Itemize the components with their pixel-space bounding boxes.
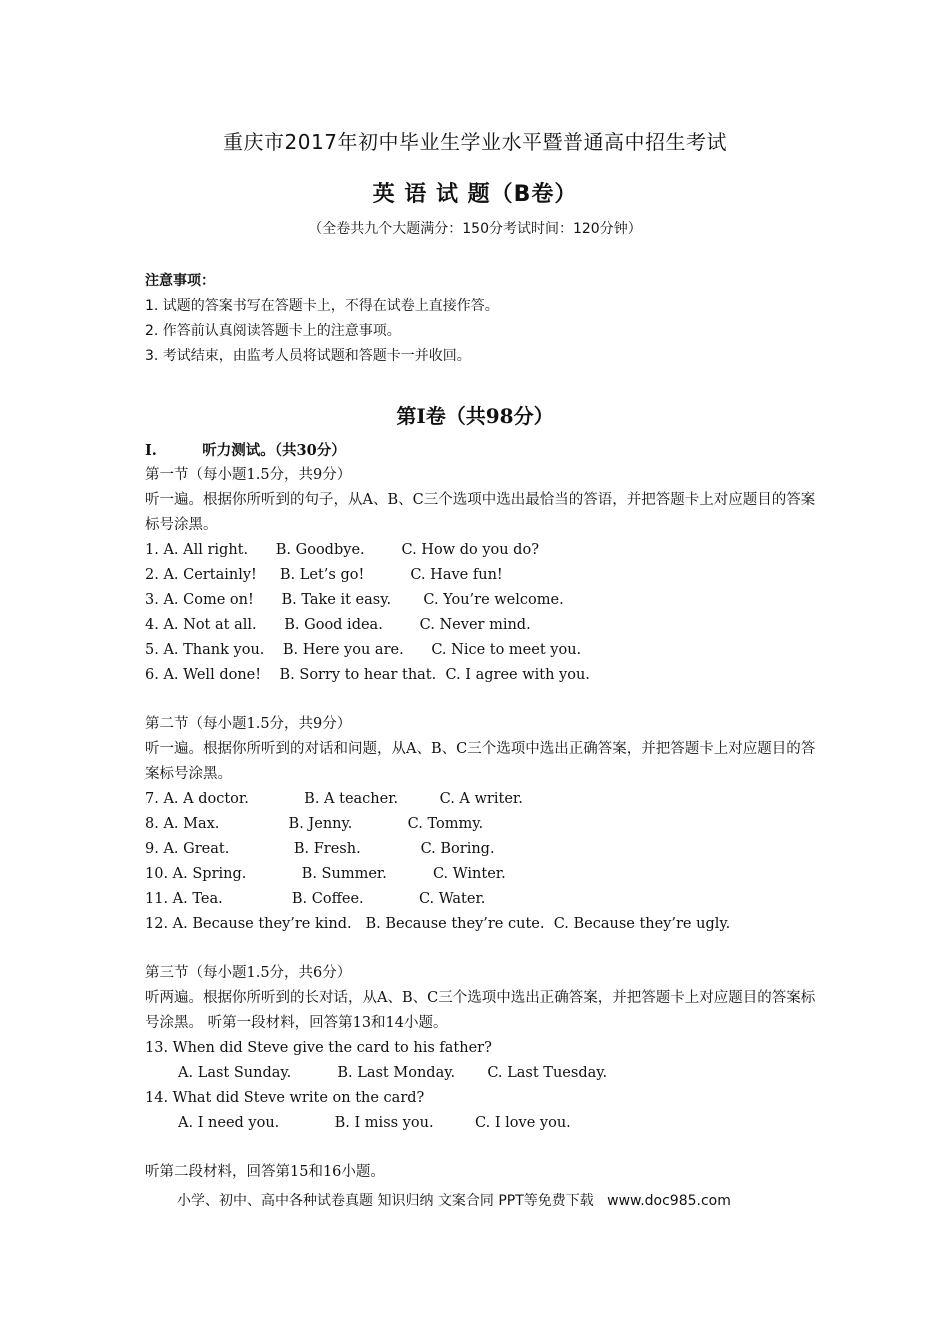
question-10: 10. A. Spring. B. Summer. C. Winter. xyxy=(145,866,506,882)
exam-info: （全卷共九个大题满分：150分考试时间：120分钟） xyxy=(308,221,642,237)
s2-instruction: 听一遍。根据你所听到的对话和问题，从A、B、C三个选项中选出正确答案，并把答题卡上对应题目的答案标号涂黑。 xyxy=(145,741,816,782)
question-8: 8. A. Max. B. Jenny. C. Tommy. xyxy=(145,816,484,832)
question-12: 12. A. Because they’re kind. B. Because they’re cute. C. Because they’re ugly. xyxy=(145,916,731,932)
question-7: 7. A. A doctor. B. A teacher. C. A writer. xyxy=(145,791,523,807)
question-6: 6. A. Well done! B. Sorry to hear that. C. I agree with you. xyxy=(145,667,590,683)
question-3: 3. A. Come on! B. Take it easy. C. You’re welcome. xyxy=(145,592,564,608)
notes-block xyxy=(145,269,825,369)
footer-text: 小学、初中、高中各种试卷真题 知识归纳 文案合同 PPT等免费下载 www.doc985.com xyxy=(177,1193,731,1209)
note-item: 1. 试题的答案书写在答题卡上，不得在试卷上直接作答。 xyxy=(145,298,499,314)
question-13: 13. When did Steve give the card to his father? xyxy=(145,1040,492,1056)
listening-section xyxy=(145,438,825,1185)
question-1: 1. A. All right. B. Goodbye. C. How do you do? xyxy=(145,542,539,558)
next-material: 听第二段材料，回答第15和16小题。 xyxy=(145,1164,385,1180)
spacer xyxy=(145,1136,825,1160)
question-9: 9. A. Great. B. Fresh. C. Boring. xyxy=(145,841,495,857)
s2-heading: 第二节（每小题1.5分，共9分） xyxy=(145,716,352,732)
question-11: 11. A. Tea. B. Coffee. C. Water. xyxy=(145,891,486,907)
exam-subtitle: 英 语 试 题（B卷） xyxy=(372,182,578,207)
s1-instruction: 听一遍。根据你所听到的句子，从A、B、C三个选项中选出最恰当的答语，并把答题卡上对应题目的答案标号涂黑。 xyxy=(145,492,816,533)
question-14-options: A. I need you. B. I miss you. C. I love you. xyxy=(178,1115,571,1131)
notes-heading: 注意事项： xyxy=(145,273,215,289)
question-2: 2. A. Certainly! B. Let’s go! C. Have fun! xyxy=(145,567,503,583)
question-4: 4. A. Not at all. B. Good idea. C. Never mind. xyxy=(145,617,531,633)
note-item: 2. 作答前认真阅读答题卡上的注意事项。 xyxy=(145,323,401,339)
spacer xyxy=(145,937,825,961)
spacer xyxy=(145,688,825,712)
part1-title: 第I卷（共98分） xyxy=(396,404,554,428)
question-13-options: A. Last Sunday. B. Last Monday. C. Last Tuesday. xyxy=(178,1065,608,1081)
s3-instruction: 听两遍。根据你所听到的长对话，从A、B、C三个选项中选出正确答案，并把答题卡上对应题目的答案标号涂黑。 听第一段材料，回答第13和14小题。 xyxy=(145,990,816,1031)
s3-heading: 第三节（每小题1.5分，共6分） xyxy=(145,965,352,981)
exam-title: 重庆市2017年初中毕业生学业水平暨普通高中招生考试 xyxy=(223,130,727,154)
question-5: 5. A. Thank you. B. Here you are. C. Nice to meet you. xyxy=(145,642,582,658)
note-item: 3. 考试结束，由监考人员将试题和答题卡一并收回。 xyxy=(145,348,471,364)
s1-heading: 第一节（每小题1.5分，共9分） xyxy=(145,467,352,483)
question-14: 14. What did Steve write on the card? xyxy=(145,1090,425,1106)
section-heading: I. 听力测试。（共30分） xyxy=(145,442,346,459)
